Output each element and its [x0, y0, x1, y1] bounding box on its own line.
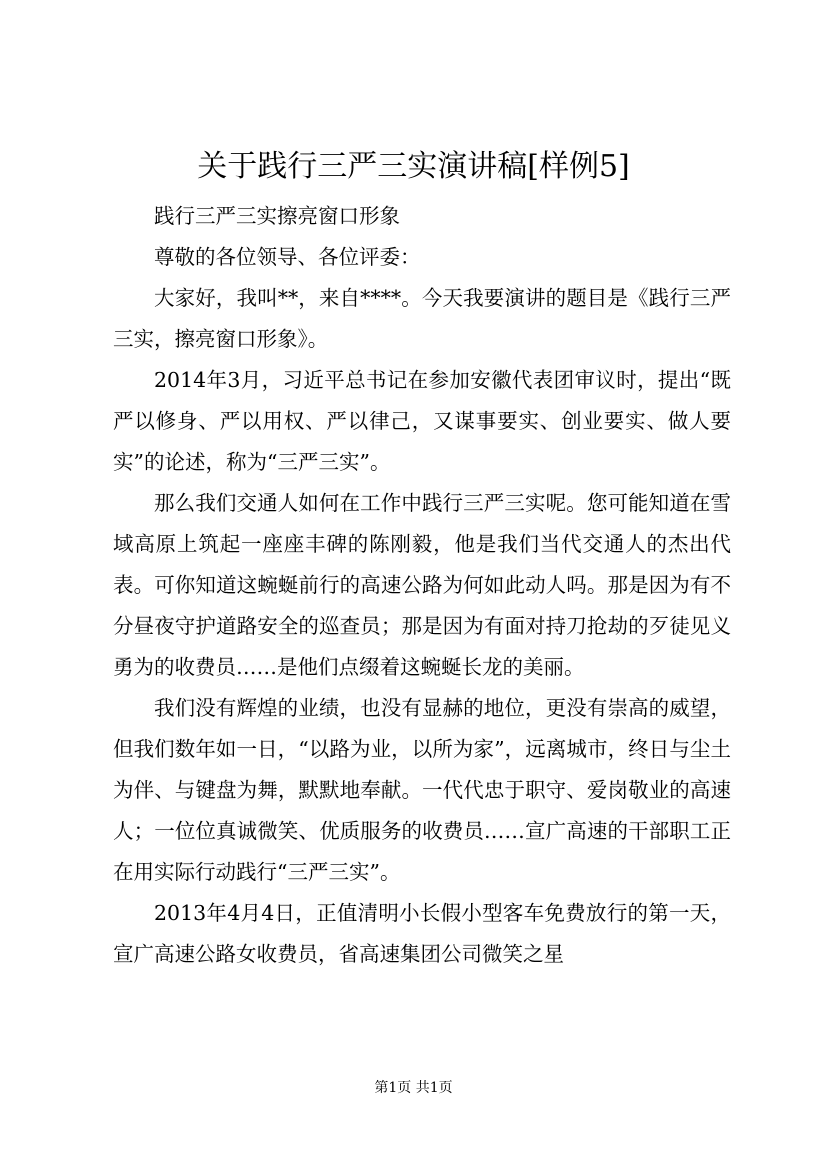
- paragraph: 尊敬的各位领导、各位评委：: [154, 245, 421, 269]
- paragraph: 践行三严三实擦亮窗口形象: [154, 204, 400, 228]
- document-title: 关于践行三严三实演讲稿[样例5]: [197, 149, 630, 184]
- paragraph: 2013年4月4日，正值清明小长假小型客车免费放行的第一天，宣广高速公路女收费员，省高速集团公司微笑之星: [113, 901, 731, 966]
- paragraph: 我们没有辉煌的业绩，也没有显赫的地位，更没有崇高的威望，但我们数年如一日，“以路为业，以所为家”，远离城市，终日与尘土为伴、与键盘为舞，默默地奉献。一代代忠于职守、爱岗敬业的高速人；一位位真诚微笑、优质服务的收费员……宣广高速的干部职工正在用实际行动践行“三严三实”。: [113, 696, 731, 884]
- paragraph: 2014年3月，习近平总书记在参加安徽代表团审议时，提出“既严以修身、严以用权、严以律己，又谋事要实、创业要实、做人要实”的论述，称为“三严三实”。: [113, 368, 731, 474]
- page-footer: 第1页 共1页: [374, 1080, 453, 1096]
- paragraph: 那么我们交通人如何在工作中践行三严三实呢。您可能知道在雪域高原上筑起一座座丰碑的陈刚毅，他是我们当代交通人的杰出代表。可你知道这蜿蜒前行的高速公路为何如此动人吗。那是因为有不分昼夜守护道路安全的巡查员；那是因为有面对持刀抢劫的歹徒见义勇为的收费员……是他们点缀着这蜿蜒长龙的美丽。: [113, 491, 731, 679]
- document-body: [113, 196, 731, 975]
- paragraph: 大家好，我叫**，来自****。今天我要演讲的题目是《践行三严三实，擦亮窗口形象》。: [113, 286, 731, 351]
